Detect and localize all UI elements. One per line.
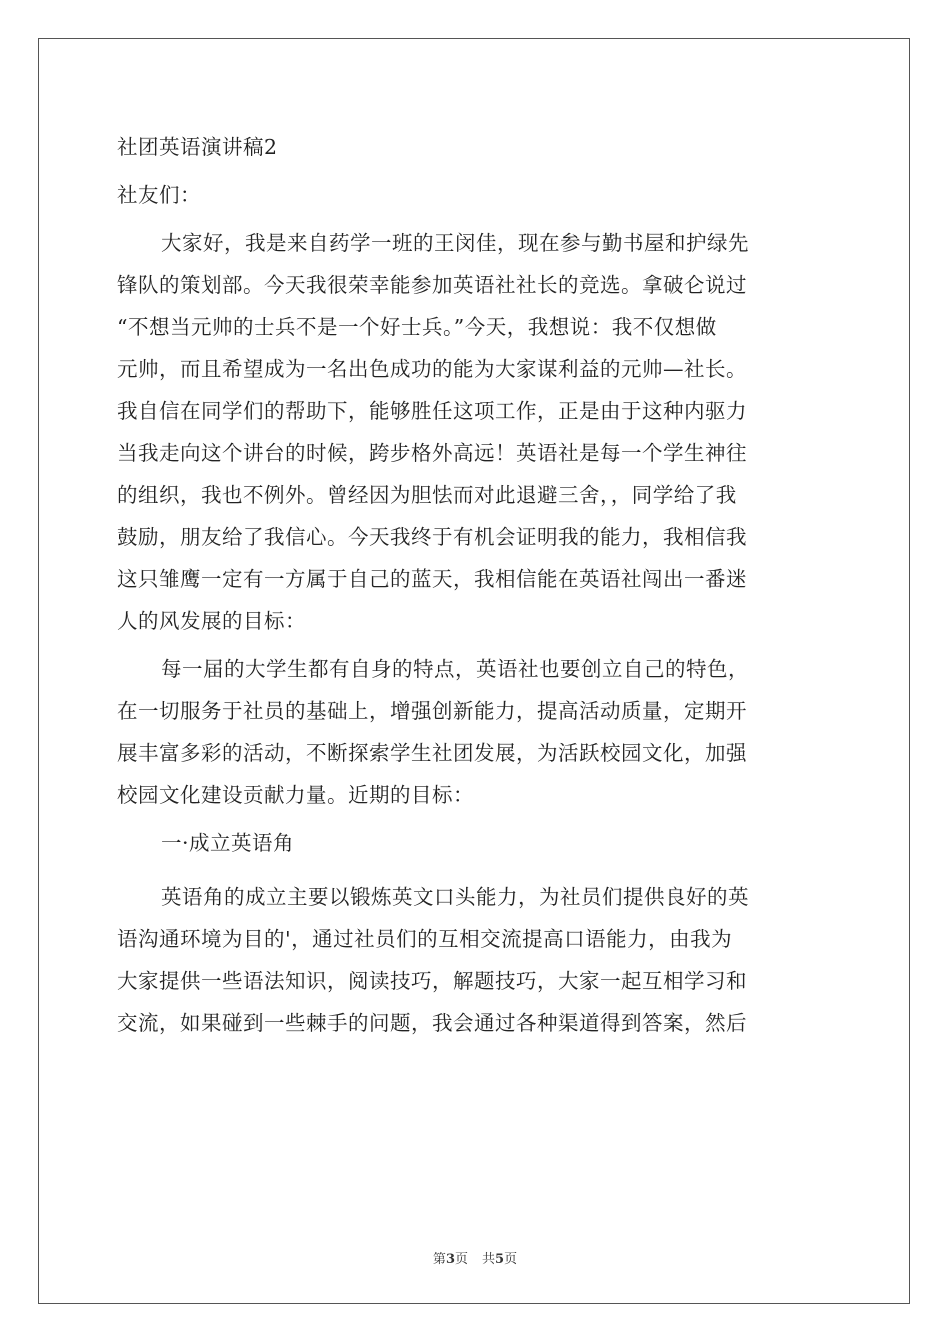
paragraph-line: 大家好，我是来自药学一班的王闵佳，现在参与勤书屋和护绿先 xyxy=(161,231,749,255)
paragraph-line: 交流，如果碰到一些棘手的问题，我会通过各种渠道得到答案，然后 xyxy=(117,1011,747,1035)
paragraph-2 xyxy=(117,648,833,816)
paragraph-3 xyxy=(117,876,833,1044)
paragraph-line: 展丰富多彩的活动，不断探索学生社团发展，为活跃校园文化，加强 xyxy=(117,741,747,765)
paragraph-line: 语沟通环境为目的'，通过社员们的互相交流提高口语能力，由我为 xyxy=(117,927,733,951)
page-footer xyxy=(0,1248,950,1267)
paragraph-line: 英语角的成立主要以锻炼英文口头能力，为社员们提供良好的英 xyxy=(161,885,749,909)
paragraph-line: 每一届的大学生都有自身的特点，英语社也要创立自己的特色， xyxy=(161,657,749,681)
paragraph-line: 当我走向这个讲台的时候，跨步格外高远！英语社是每一个学生神往 xyxy=(117,441,747,465)
page-prefix: 第 xyxy=(432,1252,446,1267)
paragraph-line: 鼓励，朋友给了我信心。今天我终于有机会证明我的能力，我相信我 xyxy=(117,525,747,549)
paragraph-line: 的组织，我也不例外。曾经因为胆怯而对此退避三舍，，同学给了我 xyxy=(117,483,737,507)
paragraph-line: “不想当元帅的士兵不是一个好士兵。”今天，我想说：我不仅想做 xyxy=(117,315,717,339)
section-heading: 一·成立英语角 xyxy=(161,831,295,855)
paragraph-line: 在一切服务于社员的基础上，增强创新能力，提高活动质量，定期开 xyxy=(117,699,747,723)
document-body xyxy=(117,126,833,1044)
paragraph-line: 大家提供一些语法知识，阅读技巧，解题技巧，大家一起互相学习和 xyxy=(117,969,747,993)
paragraph-line: 校园文化建设贡献力量。近期的目标： xyxy=(117,783,474,807)
total-suffix: 页 xyxy=(504,1252,518,1267)
total-pages: 5 xyxy=(495,1252,505,1267)
paragraph-line: 人的风发展的目标： xyxy=(117,609,306,633)
salutation: 社友们： xyxy=(117,183,201,207)
document-title: 社团英语演讲稿2 xyxy=(117,135,278,159)
total-prefix: 共 xyxy=(482,1252,496,1267)
paragraph-line: 锋队的策划部。今天我很荣幸能参加英语社社长的竞选。拿破仑说过 xyxy=(117,273,747,297)
page-number: 3 xyxy=(445,1252,455,1267)
paragraph-1 xyxy=(117,222,833,642)
page-suffix: 页 xyxy=(454,1252,468,1267)
paragraph-line: 元帅，而且希望成为一名出色成功的能为大家谋利益的元帅—社长。 xyxy=(117,357,747,381)
paragraph-line: 我自信在同学们的帮助下，能够胜任这项工作，正是由于这种内驱力 xyxy=(117,399,747,423)
paragraph-line: 这只雏鹰一定有一方属于自己的蓝天，我相信能在英语社闯出一番迷 xyxy=(117,567,747,591)
